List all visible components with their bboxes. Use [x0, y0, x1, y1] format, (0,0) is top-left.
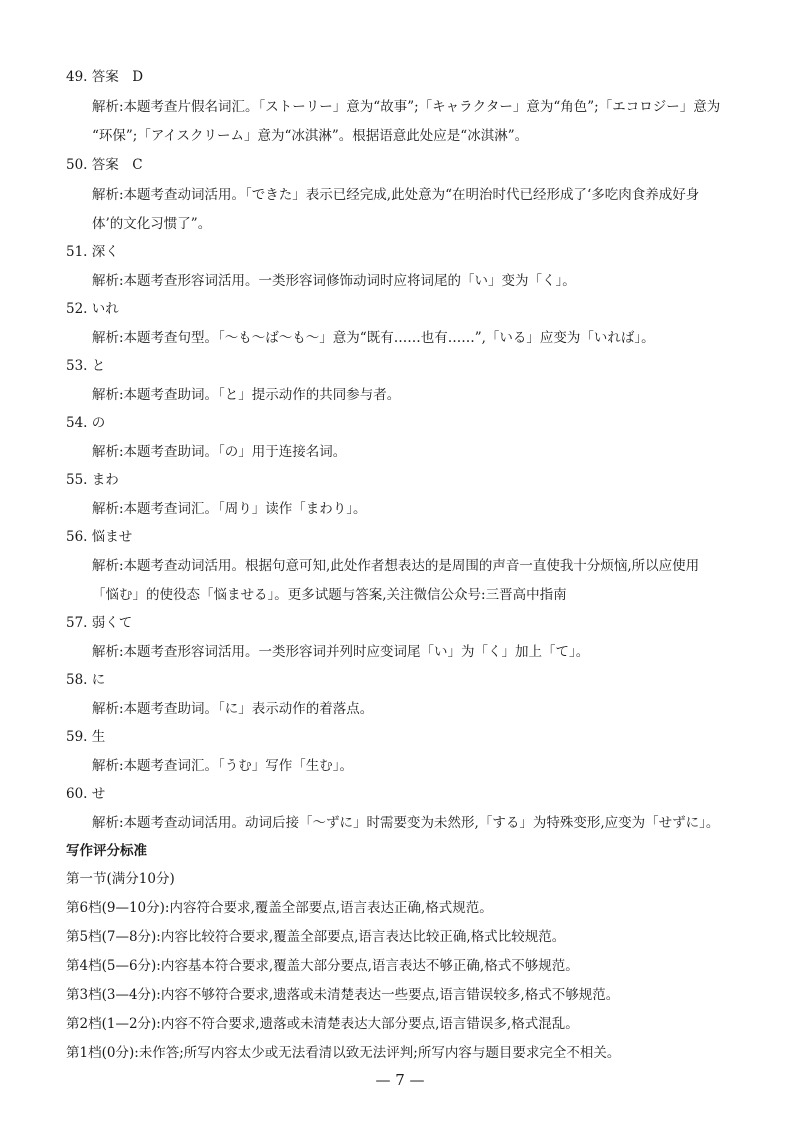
explanation-57: 解析:本题考查形容词活用。一类形容词并列时应变词尾「い」为「く」加上「て」。 — [92, 644, 590, 660]
writing-level-2: 第2档(1—2分):内容不符合要求,遗落或未清楚表达大部分要点,语言错误多,格式混乱。 — [66, 1016, 579, 1032]
writing-criteria-title: 写作评分标准 — [66, 843, 147, 859]
explanation-53: 解析:本题考查助词。「と」提示动作的共同参与者。 — [92, 387, 401, 403]
answer-54: 54. の — [66, 415, 106, 431]
writing-level-6: 第6档(9—10分):内容符合要求,覆盖全部要点,语言表达正确,格式规范。 — [66, 900, 493, 916]
answer-55: 55. まわ — [66, 472, 119, 488]
answer-50: 50. 答案 C — [66, 157, 143, 173]
answer-58: 58. に — [66, 672, 106, 688]
answer-53: 53. と — [66, 358, 106, 374]
explanation-52: 解析:本题考查句型。「～も～ば～も～」意为“既有……也有……”,「いる」应变为「いれば」。 — [92, 330, 655, 346]
explanation-56-line-1: 解析:本题考查动词活用。根据句意可知,此处作者想表达的是周围的声音一直使我十分烦恼,所以应使用 — [92, 558, 700, 574]
answer-51: 51. 深く — [66, 244, 119, 260]
writing-section-heading: 第一节(满分10分) — [66, 871, 175, 887]
explanation-49-line-1: 解析:本题考查片假名词汇。「ストーリー」意为“故事”;「キャラクター」意为“角色”;「エコロジー」意为 — [92, 99, 721, 115]
answer-60: 60. せ — [66, 786, 106, 802]
writing-level-4: 第4档(5—6分):内容基本符合要求,覆盖大部分要点,语言表达不够正确,格式不够规范。 — [66, 958, 579, 974]
writing-level-1: 第1档(0分):未作答;所写内容太少或无法看清以致无法评判;所写内容与题目要求完全不相关。 — [66, 1045, 621, 1061]
explanation-50-line-2: 体’的文化习惯了”。 — [92, 216, 212, 232]
writing-level-5: 第5档(7—8分):内容比较符合要求,覆盖全部要点,语言表达比较正确,格式比较规范。 — [66, 929, 566, 945]
explanation-60: 解析:本题考查动词活用。动词后接「～ずに」时需要变为未然形,「する」为特殊变形,应变为「せずに」。 — [92, 815, 720, 831]
page-number: — 7 — — [375, 1071, 425, 1089]
answer-52: 52. いれ — [66, 301, 119, 317]
explanation-51: 解析:本题考查形容词活用。一类形容词修饰动词时应将词尾的「い」变为「く」。 — [92, 273, 576, 289]
explanation-54: 解析:本题考查助词。「の」用于连接名词。 — [92, 444, 347, 460]
explanation-59: 解析:本题考查词汇。「うむ」写作「生む」。 — [92, 758, 354, 774]
explanation-58: 解析:本题考查助词。「に」表示动作的着落点。 — [92, 701, 374, 717]
writing-level-3: 第3档(3—4分):内容不够符合要求,遗落或未清楚表达一些要点,语言错误较多,格式不够规范。 — [66, 987, 620, 1003]
answer-57: 57. 弱くて — [66, 615, 133, 631]
explanation-55: 解析:本题考查词汇。「周り」读作「まわり」。 — [92, 501, 367, 517]
explanation-49-line-2: “环保”;「アイスクリーム」意为“冰淇淋”。根据语意此处应是“冰淇淋”。 — [92, 128, 529, 144]
answer-56: 56. 悩ませ — [66, 529, 133, 545]
answer-59: 59. 生 — [66, 729, 106, 745]
explanation-56-line-2: 「悩む」的使役态「悩ませる」。更多试题与答案,关注微信公众号:三晋高中指南 — [92, 587, 567, 603]
explanation-50-line-1: 解析:本题考查动词活用。「できた」表示已经完成,此处意为“在明治时代已经形成了‘多吃肉食养成好身 — [92, 187, 700, 203]
answer-49: 49. 答案 D — [66, 69, 144, 85]
